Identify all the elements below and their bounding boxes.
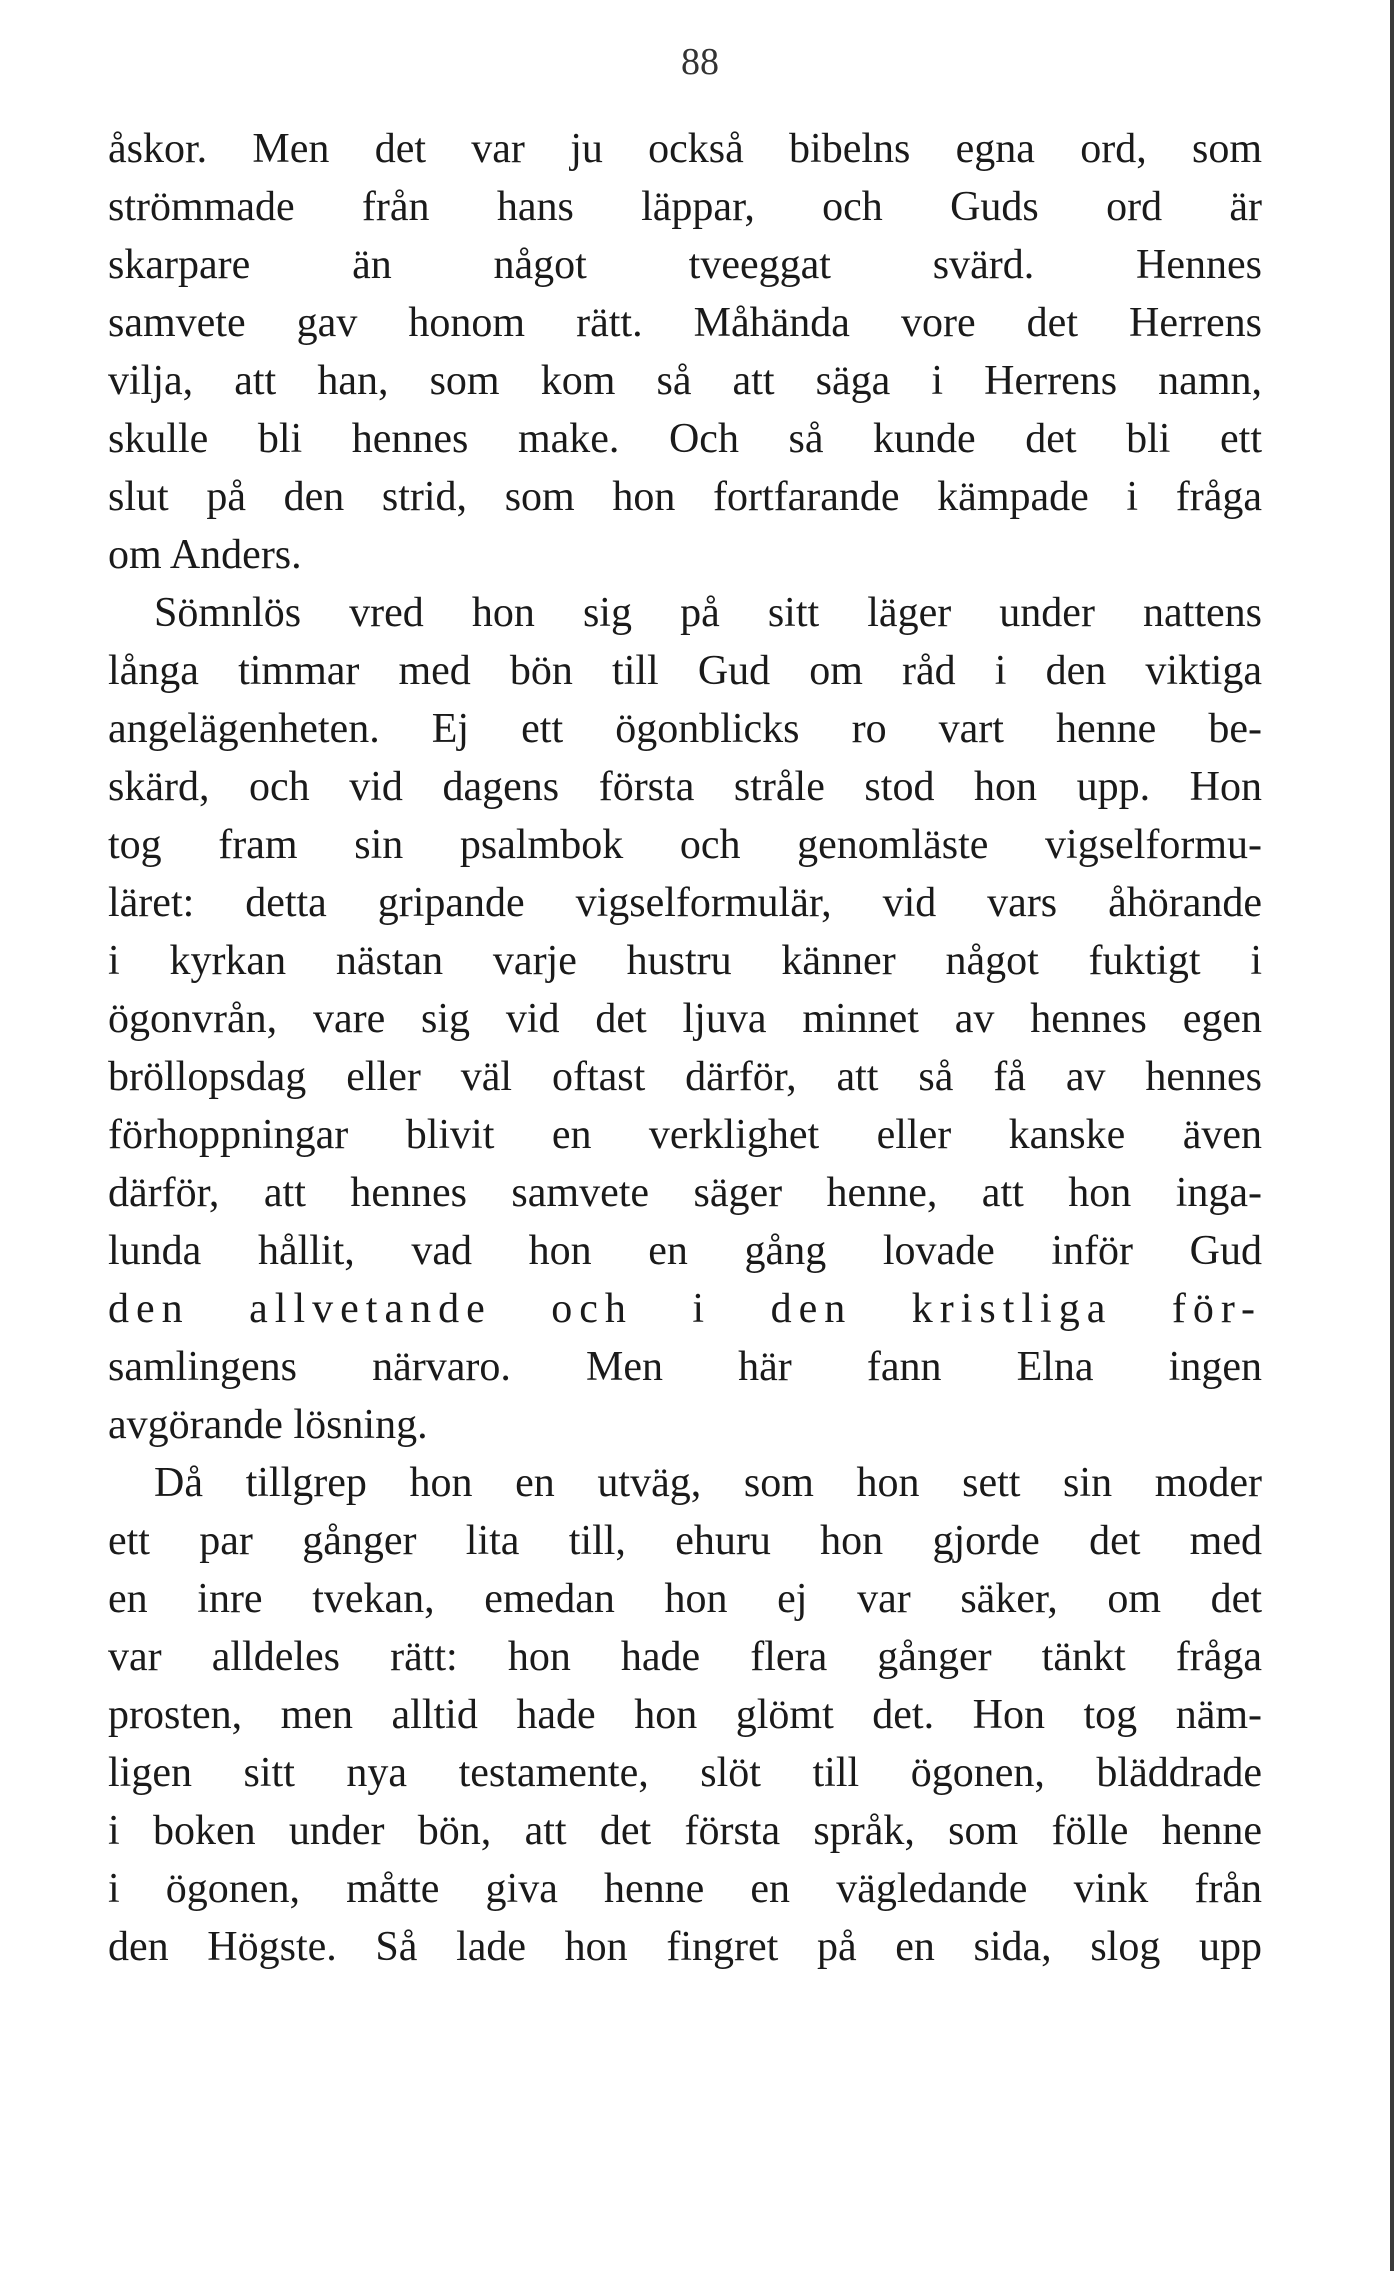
text-line: ögonvrån, vare sig vid det ljuva minnet av hennes egen — [108, 996, 1262, 1042]
text-line: skärd, och vid dagens första stråle stod hon upp. Hon — [108, 764, 1262, 810]
text-line: i ögonen, måtte giva henne en vägledande vink från — [108, 1866, 1262, 1912]
page-number: 88 — [681, 41, 719, 83]
text-line: långa timmar med bön till Gud om råd i den viktiga — [108, 648, 1262, 694]
text-line: angelägenheten. Ej ett ögonblicks ro vart henne be- — [108, 706, 1262, 752]
text-line: i kyrkan nästan varje hustru känner något fuktigt i — [108, 938, 1262, 984]
text-line: samvete gav honom rätt. Måhända vore det Herrens — [108, 300, 1262, 346]
text-line: förhoppningar blivit en verklighet eller kanske även — [108, 1112, 1262, 1158]
text-line: ett par gånger lita till, ehuru hon gjorde det med — [108, 1518, 1262, 1564]
text-line: slut på den strid, som hon fortfarande kämpade i fråga — [108, 474, 1262, 520]
text-line: avgörande lösning. — [108, 1402, 428, 1448]
text-line: lunda hållit, vad hon en gång lovade inför Gud — [108, 1228, 1262, 1274]
text-line: om Anders. — [108, 532, 302, 578]
text-line: prosten, men alltid hade hon glömt det. Hon tog näm- — [108, 1692, 1262, 1738]
text-line: därför, att hennes samvete säger henne, att hon inga- — [108, 1170, 1262, 1216]
text-line: en inre tvekan, emedan hon ej var säker, om det — [108, 1576, 1262, 1622]
body-text — [108, 120, 1262, 1976]
text-line-spaced: den allvetande och i den kristliga för- — [108, 1286, 1262, 1332]
text-line: åskor. Men det var ju också bibelns egna ord, som — [108, 126, 1262, 172]
text-line: vilja, att han, som kom så att säga i Herrens namn, — [108, 358, 1262, 404]
text-line: samlingens närvaro. Men här fann Elna ingen — [108, 1344, 1262, 1390]
text-line: skarpare än något tveeggat svärd. Hennes — [108, 242, 1262, 288]
text-line: läret: detta gripande vigselformulär, vid vars åhörande — [108, 880, 1262, 926]
page-edge-line — [1390, 0, 1394, 2271]
text-line: var alldeles rätt: hon hade flera gånger tänkt fråga — [108, 1634, 1262, 1680]
text-line: i boken under bön, att det första språk, som fölle henne — [108, 1808, 1262, 1854]
text-line: bröllopsdag eller väl oftast därför, att så få av hennes — [108, 1054, 1262, 1100]
paragraph-start-line: Sömnlös vred hon sig på sitt läger under nattens — [154, 590, 1262, 636]
text-line: strömmade från hans läppar, och Guds ord är — [108, 184, 1262, 230]
text-line: den Högste. Så lade hon fingret på en sida, slog upp — [108, 1924, 1262, 1970]
text-line: tog fram sin psalmbok och genomläste vigselformu- — [108, 822, 1262, 868]
text-line: skulle bli hennes make. Och så kunde det bli ett — [108, 416, 1262, 462]
text-line: ligen sitt nya testamente, slöt till ögonen, bläddrade — [108, 1750, 1262, 1796]
paragraph-start-line: Då tillgrep hon en utväg, som hon sett sin moder — [154, 1460, 1262, 1506]
